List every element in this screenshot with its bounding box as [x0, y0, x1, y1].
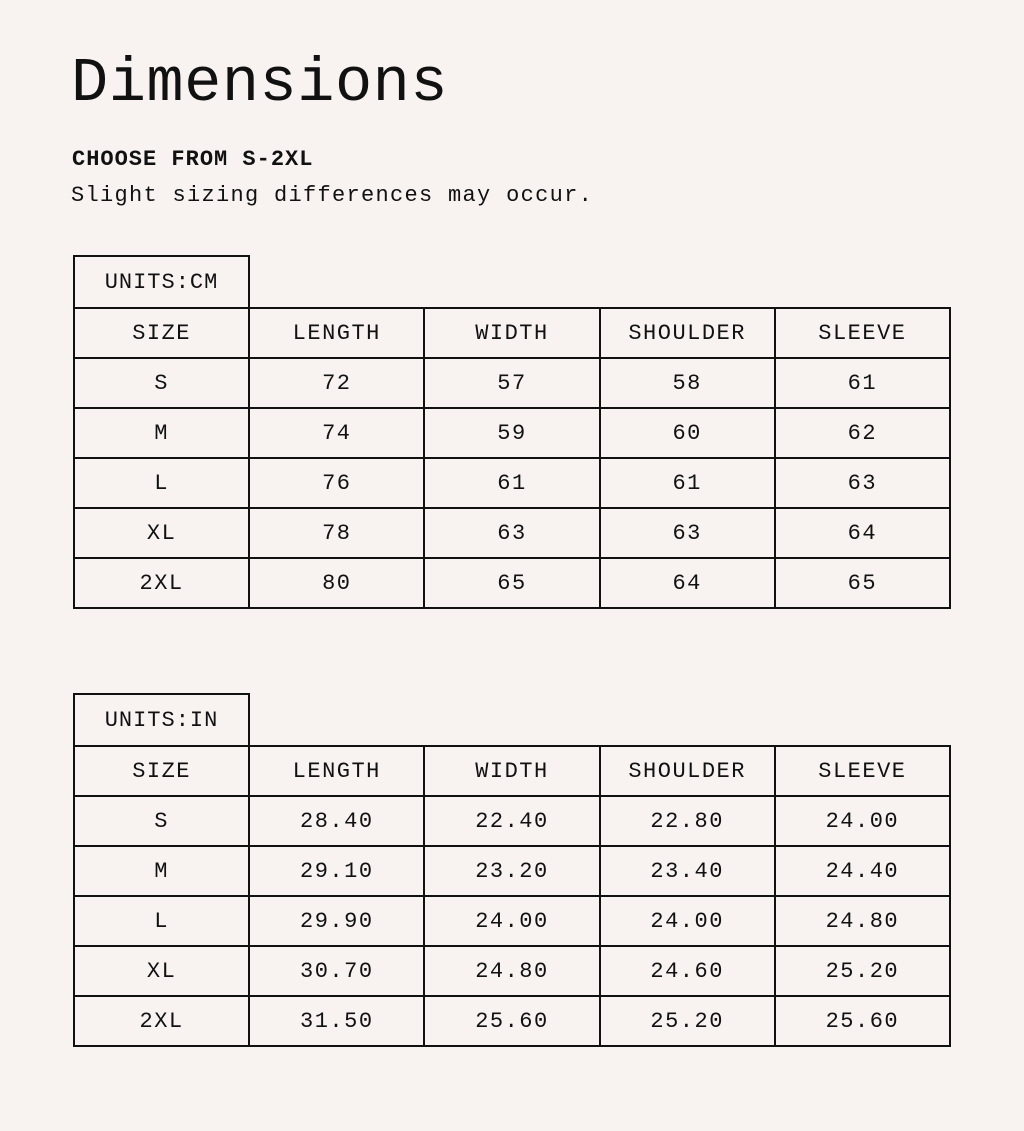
table-header-row: [74, 308, 950, 358]
table-row: [74, 458, 950, 508]
table-row: [74, 558, 950, 608]
table-cell: 24.00: [600, 896, 775, 946]
table-cell: 23.20: [424, 846, 599, 896]
table-row: [74, 846, 950, 896]
table-cell: 23.40: [600, 846, 775, 896]
table-cell: M: [74, 408, 249, 458]
table-cell: 61: [424, 458, 599, 508]
table-cell: 57: [424, 358, 599, 408]
dimensions-table-cm: [73, 307, 951, 609]
table-header-row: [74, 746, 950, 796]
table-cell: 25.20: [600, 996, 775, 1046]
header-width: WIDTH: [424, 746, 599, 796]
table-cell: 22.40: [424, 796, 599, 846]
table-cell: 24.00: [775, 796, 950, 846]
sizing-note: Slight sizing differences may occur.: [71, 183, 594, 208]
table-cell: 31.50: [249, 996, 424, 1046]
table-cell: L: [74, 458, 249, 508]
table-row: [74, 508, 950, 558]
header-width: WIDTH: [424, 308, 599, 358]
table-cell: 29.10: [249, 846, 424, 896]
table-cell: 72: [249, 358, 424, 408]
table-cell: 24.60: [600, 946, 775, 996]
table-cell: 61: [775, 358, 950, 408]
table-row: [74, 896, 950, 946]
table-cell: XL: [74, 508, 249, 558]
header-length: LENGTH: [249, 746, 424, 796]
table-cell: 2XL: [74, 558, 249, 608]
table-cell: 59: [424, 408, 599, 458]
header-shoulder: SHOULDER: [600, 746, 775, 796]
header-length: LENGTH: [249, 308, 424, 358]
page-title: Dimensions: [71, 48, 449, 119]
header-shoulder: SHOULDER: [600, 308, 775, 358]
table-cell: 76: [249, 458, 424, 508]
table-cell: 30.70: [249, 946, 424, 996]
table-row: [74, 996, 950, 1046]
table-cell: 28.40: [249, 796, 424, 846]
table-cell: M: [74, 846, 249, 896]
table-cell: 60: [600, 408, 775, 458]
table-cell: 64: [775, 508, 950, 558]
table-cell: XL: [74, 946, 249, 996]
units-label-in: UNITS:IN: [73, 693, 250, 745]
table-cell: 25.20: [775, 946, 950, 996]
table-cell: 29.90: [249, 896, 424, 946]
units-label-cm: UNITS:CM: [73, 255, 250, 307]
table-row: [74, 408, 950, 458]
header-sleeve: SLEEVE: [775, 746, 950, 796]
dimensions-table-in: [73, 745, 951, 1047]
table-row: [74, 796, 950, 846]
table-row: [74, 946, 950, 996]
table-cell: 63: [424, 508, 599, 558]
table-cell: 24.80: [424, 946, 599, 996]
table-cell: 62: [775, 408, 950, 458]
table-cell: S: [74, 358, 249, 408]
size-range-heading: CHOOSE FROM S-2XL: [72, 147, 314, 172]
table-cell: S: [74, 796, 249, 846]
table-cell: 24.40: [775, 846, 950, 896]
header-size: SIZE: [74, 308, 249, 358]
table-cell: 63: [775, 458, 950, 508]
table-cell: L: [74, 896, 249, 946]
table-cell: 25.60: [775, 996, 950, 1046]
table-cell: 61: [600, 458, 775, 508]
table-cell: 78: [249, 508, 424, 558]
size-table-cm: [73, 255, 951, 609]
header-size: SIZE: [74, 746, 249, 796]
table-cell: 80: [249, 558, 424, 608]
table-cell: 74: [249, 408, 424, 458]
table-cell: 58: [600, 358, 775, 408]
table-cell: 25.60: [424, 996, 599, 1046]
table-cell: 24.00: [424, 896, 599, 946]
table-cell: 2XL: [74, 996, 249, 1046]
table-cell: 64: [600, 558, 775, 608]
table-cell: 63: [600, 508, 775, 558]
header-sleeve: SLEEVE: [775, 308, 950, 358]
table-cell: 22.80: [600, 796, 775, 846]
table-cell: 65: [775, 558, 950, 608]
table-cell: 65: [424, 558, 599, 608]
table-row: [74, 358, 950, 408]
size-table-in: [73, 693, 951, 1047]
table-cell: 24.80: [775, 896, 950, 946]
